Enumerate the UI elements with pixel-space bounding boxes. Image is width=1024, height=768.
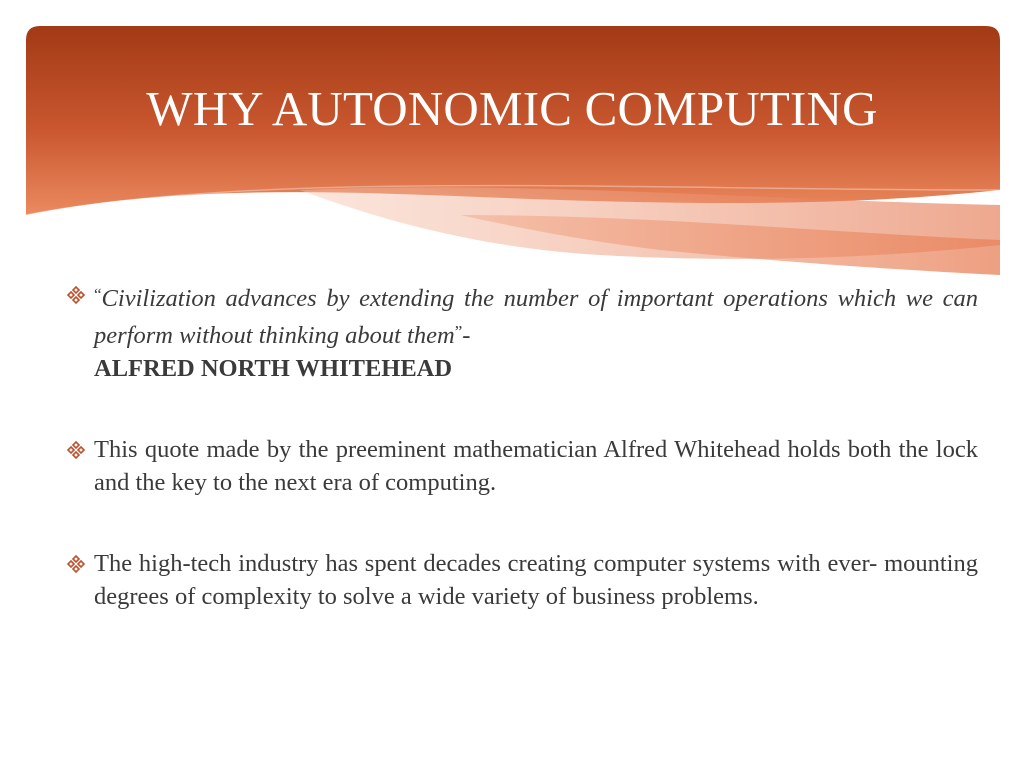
bullet-item-whitehead [64,433,978,499]
quote-text: Civilization advances by extending the number of important operations which we can perform without thinking about them [94,285,978,349]
diamond-cluster-icon [66,285,86,305]
bullet-item-industry [64,547,978,613]
diamond-cluster-icon [66,440,86,460]
bullet-text: This quote made by the preeminent mathematician Alfred Whitehead holds both the lock and the key to the next era of computing. [94,436,978,496]
open-quote-mark: “ [94,285,102,304]
close-quote-mark: ” [454,322,463,341]
diamond-cluster-icon [66,554,86,574]
quote-author: ALFRED NORTH WHITEHEAD [94,355,453,382]
header-wave-banner [0,0,1024,300]
slide-title: WHY AUTONOMIC COMPUTING [146,81,878,136]
bullet-text: The high-tech industry has spent decades creating computer systems with ever- mounting degrees of complexity to solve a wide variety of business problems. [94,550,978,610]
bullet-list [64,278,978,661]
bullet-item-quote [64,278,978,385]
quote-dash: - [462,322,471,349]
